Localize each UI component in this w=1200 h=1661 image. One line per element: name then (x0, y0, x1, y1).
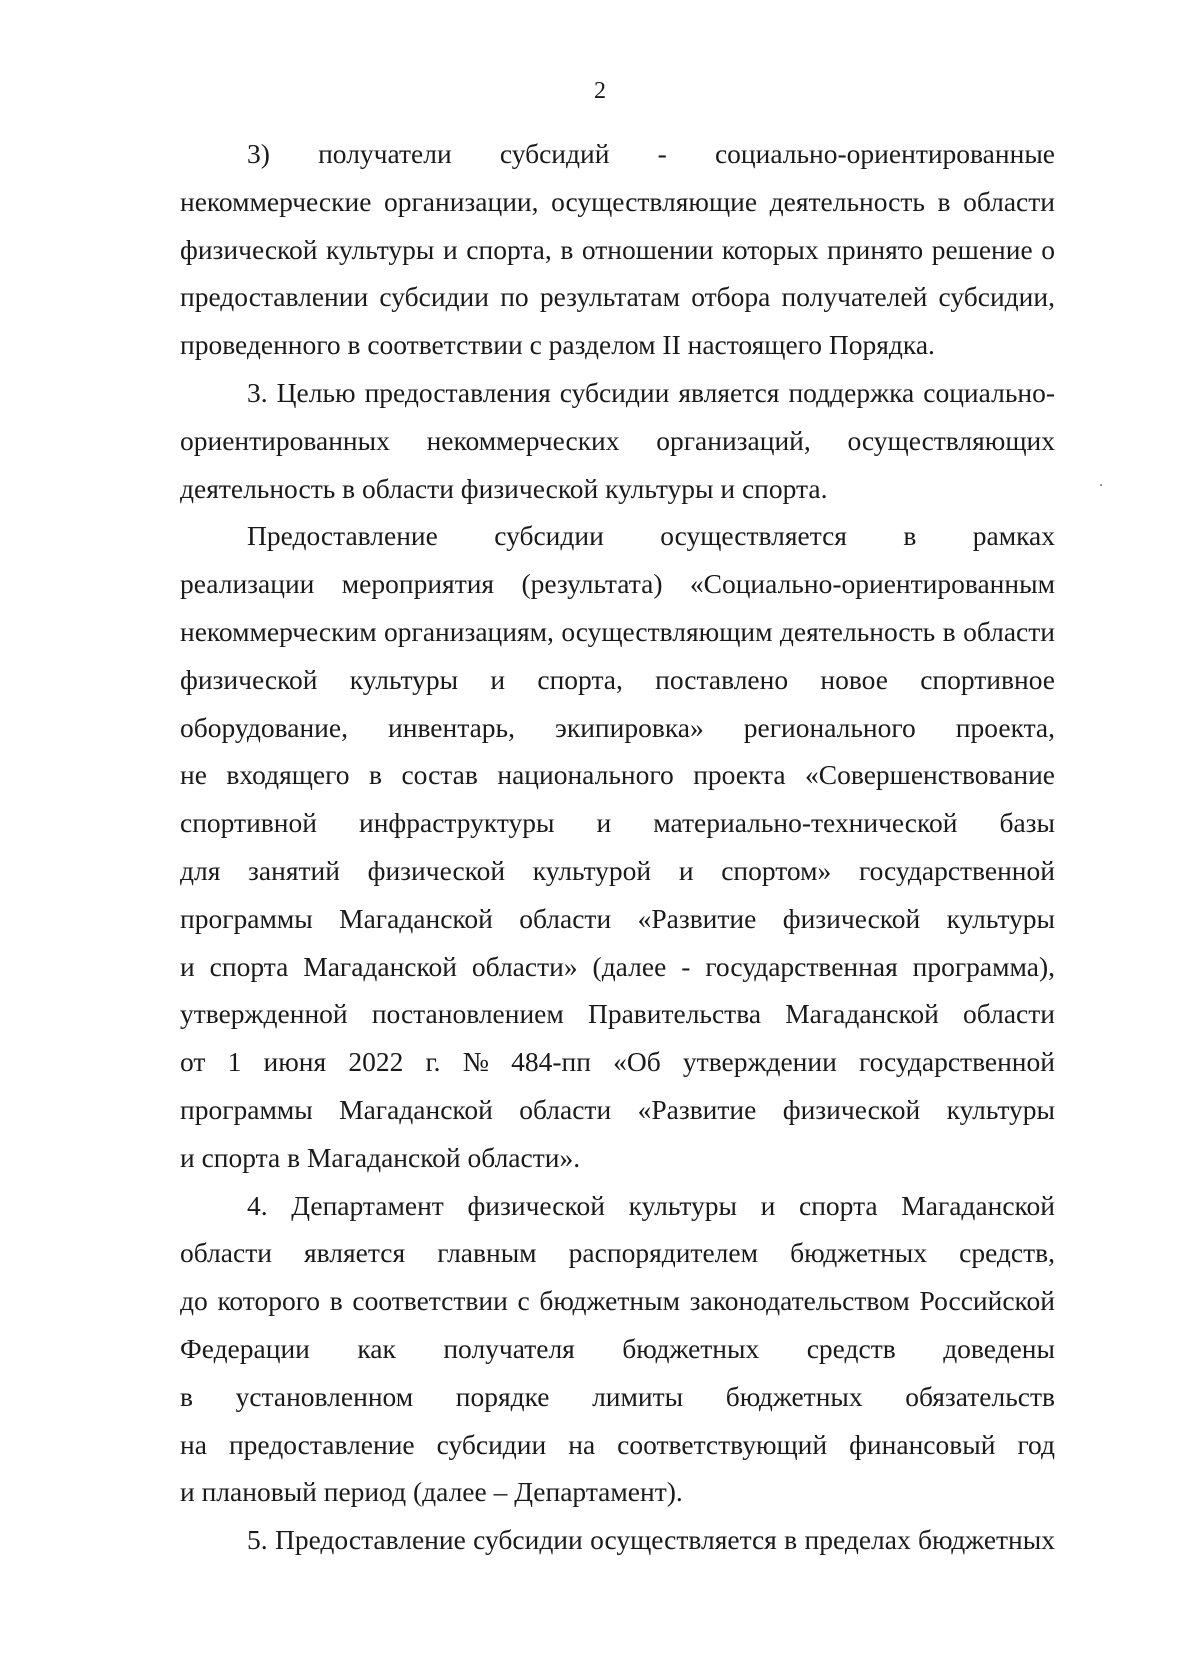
text-line: 4. Департамент физической культуры и спорта Магаданской (247, 1189, 1055, 1221)
text-line: и спорта Магаданской области» (далее - государственная программа), (180, 950, 1055, 982)
paragraph-department (180, 1182, 1055, 1517)
text-line: на предоставление субсидии на соответствующий финансовый год (180, 1428, 1055, 1460)
paragraph-recipients (180, 130, 1055, 369)
text-line: области является главным распорядителем бюджетных средств, (180, 1237, 1055, 1269)
text-line: некоммерческие организации, осуществляющие деятельность в области (180, 185, 1055, 217)
text-line: 3. Целью предоставления субсидии является поддержка социально- (247, 376, 1055, 408)
text-line: и спорта в Магаданской области». (180, 1141, 581, 1173)
page-number: 2 (594, 78, 606, 104)
paragraph-provision (180, 512, 1055, 1181)
text-line: некоммерческим организациям, осуществляющим деятельность в области (180, 615, 1055, 647)
paragraph-goal (180, 369, 1055, 512)
text-line: проведенного в соответствии с разделом II настоящего Порядка. (180, 329, 935, 361)
text-line: 3) получатели субсидий - социально-ориентированные (247, 138, 1055, 169)
text-line: от 1 июня 2022 г. № 484-пп «Об утверждении государственной (180, 1046, 1055, 1078)
text-line: программы Магаданской области «Развитие физической культуры (180, 902, 1055, 934)
text-line: Федерации как получателя бюджетных средств доведены (180, 1332, 1055, 1364)
text-line: оборудование, инвентарь, экипировка» регионального проекта, (180, 711, 1055, 743)
paragraph-limits (180, 1516, 1055, 1564)
text-line: ориентированных некоммерческих организаций, осуществляющих (180, 424, 1055, 456)
document-body (180, 130, 1055, 1564)
text-line: до которого в соответствии с бюджетным законодательством Российской (180, 1285, 1055, 1317)
scan-speck (1100, 484, 1102, 486)
text-line: физической культуры и спорта, поставлено новое спортивное (180, 663, 1055, 695)
text-line: не входящего в состав национального проекта «Совершенствование (180, 759, 1055, 791)
text-line: в установленном порядке лимиты бюджетных обязательств (180, 1380, 1055, 1412)
text-line: деятельность в области физической культуры и спорта. (180, 472, 828, 504)
text-line: для занятий физической культурой и спортом» государственной (180, 854, 1055, 886)
text-line: спортивной инфраструктуры и материально-технической базы (180, 807, 1055, 839)
text-line: предоставлении субсидии по результатам отбора получателей субсидии, (180, 281, 1055, 313)
text-line: физической культуры и спорта, в отношении которых принято решение о (180, 233, 1055, 265)
text-line: реализации мероприятия (результата) «Социально-ориентированным (180, 568, 1055, 600)
text-line: 5. Предоставление субсидии осуществляется в пределах бюджетных (247, 1524, 1055, 1556)
text-line: Предоставление субсидии осуществляется в рамках (247, 520, 1055, 552)
text-line: утвержденной постановлением Правительства Магаданской области (180, 998, 1055, 1030)
text-line: и плановый период (далее – Департамент). (180, 1476, 683, 1508)
text-line: программы Магаданской области «Развитие физической культуры (180, 1093, 1055, 1125)
